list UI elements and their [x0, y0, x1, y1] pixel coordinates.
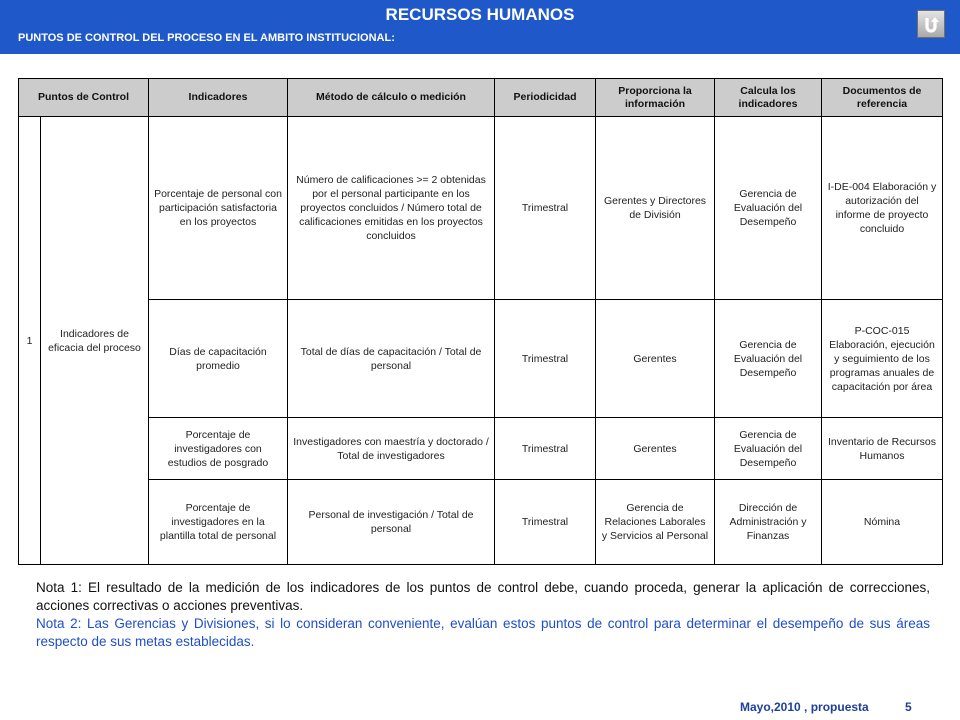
reference-doc-cell: I-DE-004 Elaboración y autorización del informe de proyecto concluido — [822, 117, 943, 300]
indicator-cell: Porcentaje de investigadores en la plantilla total de personal — [149, 480, 288, 565]
reference-doc-cell: P-COC-015 Elaboración, ejecución y seguimiento de los programas anuales de capacitación por área — [822, 300, 943, 418]
note-2: Nota 2: Las Gerencias y Divisiones, si lo consideran conveniente, evalúan estos puntos de control para determinar el desempeño de sus áreas respecto de sus metas establecidas. — [36, 616, 930, 649]
method-cell: Número de calificaciones >= 2 obtenidas por el personal participante en los proyectos concluidos / Número total de calificaciones emitidas en los proyectos concluidos — [288, 117, 495, 300]
method-cell: Total de días de capacitación / Total de personal — [288, 300, 495, 418]
provider-cell: Gerentes — [596, 418, 715, 480]
column-header: Método de cálculo o medición — [288, 79, 495, 117]
notes-section — [36, 579, 930, 651]
provider-cell: Gerentes y Directores de División — [596, 117, 715, 300]
column-header: Calcula los indicadores — [715, 79, 822, 117]
footer-date: Mayo,2010 , propuesta — [740, 700, 869, 714]
return-arrow-icon — [921, 14, 941, 34]
control-points-table — [18, 78, 943, 565]
periodicity-cell: Trimestral — [495, 117, 596, 300]
periodicity-cell: Trimestral — [495, 300, 596, 418]
page-subtitle: PUNTOS DE CONTROL DEL PROCESO EN EL AMBITO INSTITUCIONAL: — [18, 32, 395, 44]
table-row — [19, 480, 943, 565]
indicator-cell: Porcentaje de investigadores con estudios de posgrado — [149, 418, 288, 480]
page-number: 5 — [905, 700, 912, 714]
header-bar — [0, 0, 960, 54]
method-cell: Personal de investigación / Total de personal — [288, 480, 495, 565]
method-cell: Investigadores con maestría y doctorado / Total de investigadores — [288, 418, 495, 480]
calculator-cell: Gerencia de Evaluación del Desempeño — [715, 117, 822, 300]
indicator-cell: Porcentaje de personal con participación satisfactoria en los proyectos — [149, 117, 288, 300]
page-title: RECURSOS HUMANOS — [385, 5, 575, 24]
column-header: Proporciona la información — [596, 79, 715, 117]
calculator-cell: Dirección de Administración y Finanzas — [715, 480, 822, 565]
table-header-row — [19, 79, 943, 117]
column-header: Periodicidad — [495, 79, 596, 117]
column-header: Puntos de Control — [19, 79, 149, 117]
back-button[interactable] — [917, 10, 945, 38]
provider-cell: Gerencia de Relaciones Laborales y Servicios al Personal — [596, 480, 715, 565]
indicator-cell: Días de capacitación promedio — [149, 300, 288, 418]
periodicity-cell: Trimestral — [495, 418, 596, 480]
table-row — [19, 117, 943, 300]
group-label: Indicadores de eficacia del proceso — [41, 117, 149, 565]
column-header: Documentos de referencia — [822, 79, 943, 117]
reference-doc-cell: Nómina — [822, 480, 943, 565]
calculator-cell: Gerencia de Evaluación del Desempeño — [715, 418, 822, 480]
table-row — [19, 418, 943, 480]
periodicity-cell: Trimestral — [495, 480, 596, 565]
reference-doc-cell: Inventario de Recursos Humanos — [822, 418, 943, 480]
note-1: Nota 1: El resultado de la medición de los indicadores de los puntos de control debe, cuando proceda, generar la aplicación de correcciones, acciones correctivas o acciones preventivas. — [36, 580, 930, 613]
group-number: 1 — [19, 117, 41, 565]
table-row — [19, 300, 943, 418]
calculator-cell: Gerencia de Evaluación del Desempeño — [715, 300, 822, 418]
column-header: Indicadores — [149, 79, 288, 117]
provider-cell: Gerentes — [596, 300, 715, 418]
